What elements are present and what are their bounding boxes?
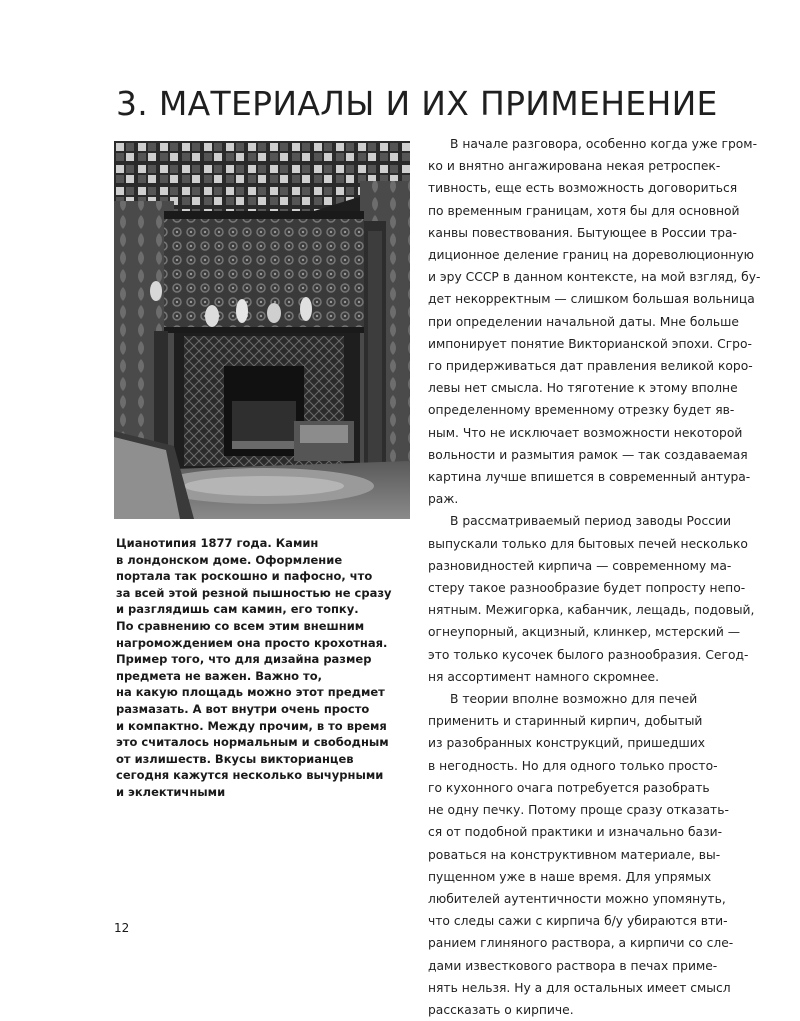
caption-line: на какую площадь можно этот предмет xyxy=(116,685,385,700)
caption-line: и компактно. Между прочим, в то время xyxy=(116,718,387,733)
body-line: это только кусочек былого разнообразия. Сегод- xyxy=(428,647,749,662)
caption-line: портала так роскошно и пафосно, что xyxy=(116,569,373,584)
body-line: любителей аутентичности можно упомянуть, xyxy=(428,891,726,906)
body-line: определенному временному отрезку будет яв- xyxy=(428,403,735,418)
body-line: по временным границам, хотя бы для основной xyxy=(428,203,740,218)
body-line: раж. xyxy=(428,492,459,507)
body-line: нятным. Межигорка, кабанчик, лещадь, подовый, xyxy=(428,603,755,618)
body-line: огнеупорный, акцизный, клинкер, мстерский — xyxy=(428,625,741,640)
body-line: канвы повествования. Бытующее в России тра- xyxy=(428,225,737,240)
body-line: левы нет смысла. Но тяготение к этому вполне xyxy=(428,381,738,396)
body-line: не одну печку. Потому проще сразу отказать- xyxy=(428,803,729,818)
body-line: выпускали только для бытовых печей несколько xyxy=(428,536,748,551)
body-text xyxy=(428,133,761,1021)
caption-line: в лондонском доме. Оформление xyxy=(116,552,343,567)
body-line: диционное деление границ на дореволюционную xyxy=(428,248,755,263)
body-line: ко и внятно ангажирована некая ретроспек- xyxy=(428,159,721,174)
body-line: ся от подобной практики и изначально бази- xyxy=(428,825,723,840)
body-line: ня ассортимент намного скромнее. xyxy=(428,669,660,684)
body-line: пущенном уже в наше время. Для упрямых xyxy=(428,869,712,884)
body-line: при определении начальной даты. Мне больше xyxy=(428,314,739,329)
caption-line: это считалось нормальным и свободным xyxy=(116,735,389,750)
caption-line: предмета не важен. Важно то, xyxy=(116,668,322,683)
caption-line: Пример того, что для дизайна размер xyxy=(116,652,372,667)
body-line: тивность, еще есть возможность договориться xyxy=(428,181,738,196)
caption-line: сегодня кажутся несколько вычурными xyxy=(116,768,384,783)
caption-line: Цианотипия 1877 года. Камин xyxy=(116,536,319,550)
body-line: что следы сажи с кирпича б/у убираются вти- xyxy=(428,914,728,929)
body-line: дами известкового раствора в печах приме- xyxy=(428,958,718,973)
body-line: нять нельзя. Ну а для остальных имеет смысл xyxy=(428,980,731,995)
body-line: го кухонного очага потребуется разобрать xyxy=(428,780,710,795)
body-line: го придерживаться дат правления великой коро- xyxy=(428,359,753,374)
page-number: 12 xyxy=(114,921,130,935)
body-line: разновидностей кирпича — современному ма- xyxy=(428,558,732,573)
caption-line: размазать. А вот внутри очень просто xyxy=(116,701,370,716)
caption-line: за всей этой резной пышностью не сразу xyxy=(116,585,392,600)
caption-line: По сравнению со всем этим внешним xyxy=(116,618,365,633)
body-line: стеру такое разнообразие будет попросту непо- xyxy=(428,581,746,596)
body-line: ным. Что не исключает возможности некоторой xyxy=(428,425,743,440)
body-line: картина лучше впишется в современный антура- xyxy=(428,470,751,485)
body-line: в негодность. Но для одного только просто- xyxy=(428,758,718,773)
caption-line: и эклектичными xyxy=(116,784,226,799)
figure-caption xyxy=(116,535,416,801)
page-title: 3. МАТЕРИАЛЫ И ИХ ПРИМЕНЕНИЕ xyxy=(116,84,718,123)
body-line: дет некорректным — слишком большая вольница xyxy=(428,292,755,307)
body-line: импонирует понятие Викторианской эпохи. Сгро- xyxy=(428,336,752,351)
caption-line: нагромождением она просто крохотная. xyxy=(116,635,388,650)
body-line: рассказать о кирпиче. xyxy=(428,1002,574,1017)
body-line: роваться на конструктивном материале, вы- xyxy=(428,847,721,862)
caption-line: и разглядишь сам камин, его топку. xyxy=(116,602,359,617)
body-line: и эру СССР в данном контексте, на мой взгляд, бу- xyxy=(428,270,761,285)
body-line: ранием глиняного раствора, а кирпичи со сле- xyxy=(428,936,734,951)
caption-line: от излишеств. Вкусы викторианцев xyxy=(116,751,354,766)
body-line: применить и старинный кирпич, добытый xyxy=(428,714,703,729)
body-line: вольности и размытия рамок — так создаваемая xyxy=(428,447,748,462)
victorian-fireplace-photo xyxy=(114,141,410,519)
body-line: В рассматриваемый период заводы России xyxy=(450,514,731,529)
body-line: В теории вполне возможно для печей xyxy=(450,692,698,707)
body-line: В начале разговора, особенно когда уже гром- xyxy=(450,137,758,151)
body-line: из разобранных конструкций, пришедших xyxy=(428,736,706,751)
